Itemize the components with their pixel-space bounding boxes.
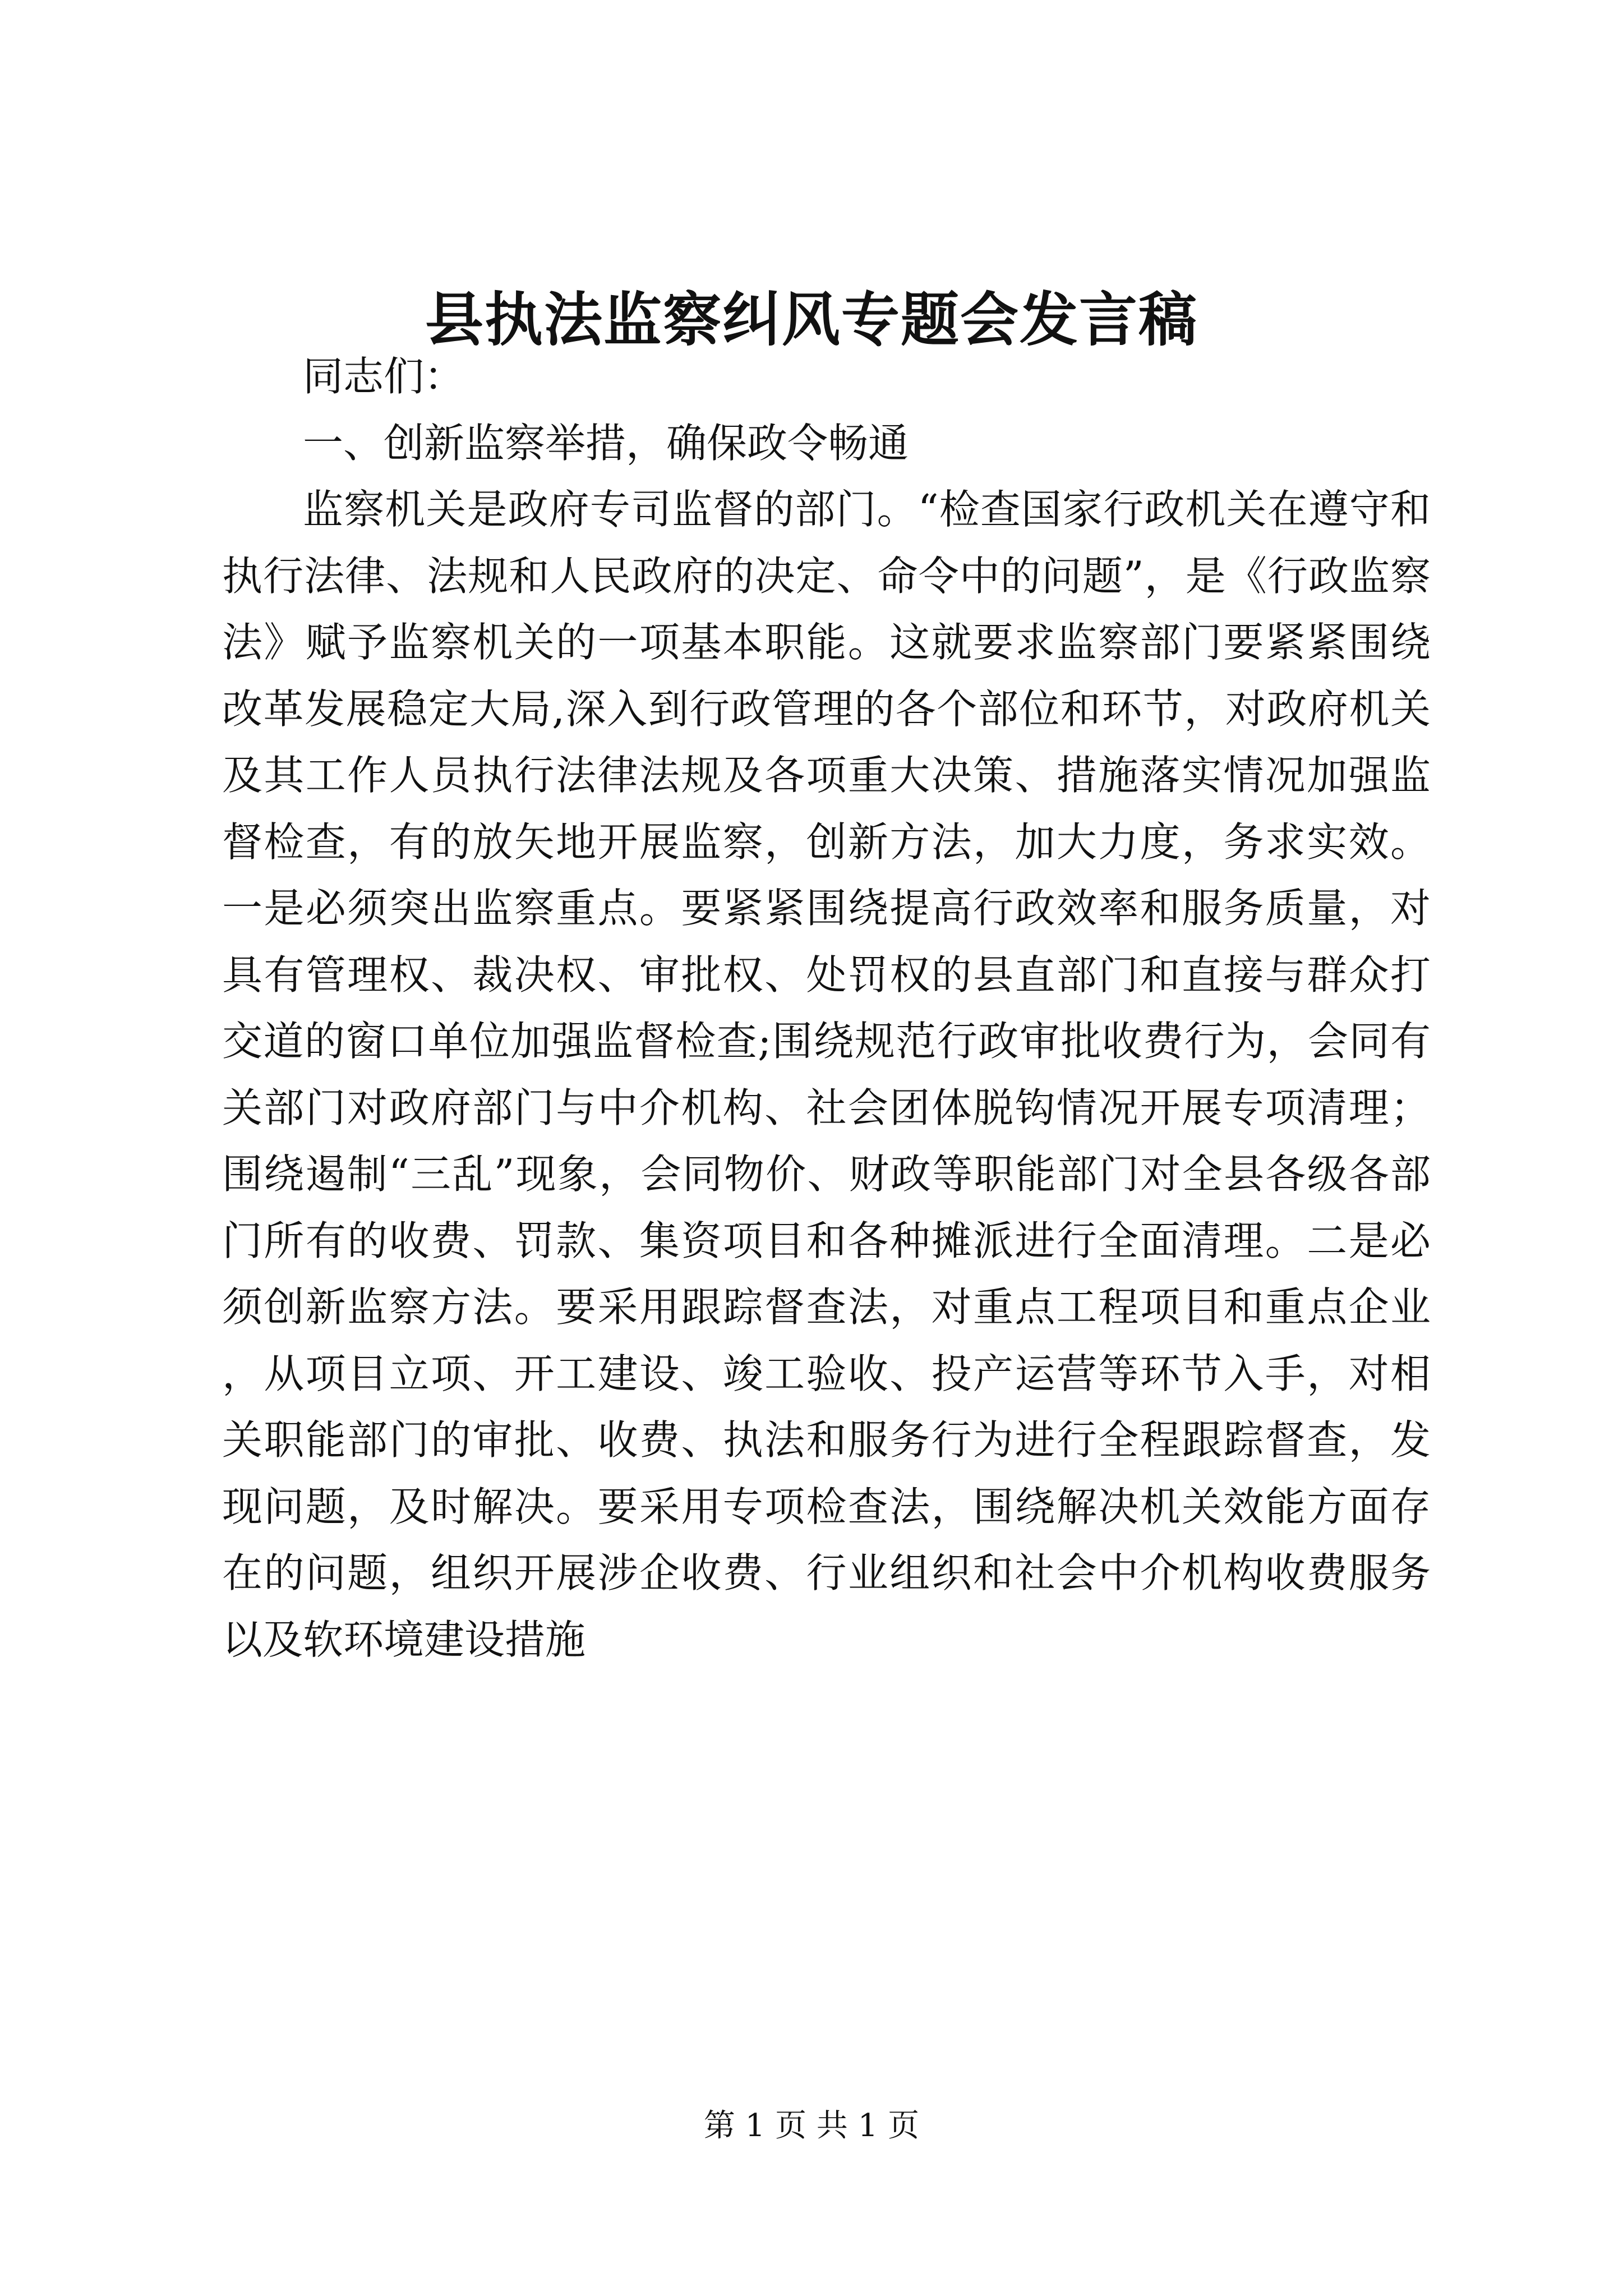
- body-paragraph: 监察机关是政府专司监督的部门。“检查国家行政机关在遵守和执行法律、法规和人民政府的决定、命令中的问题”，是《行政监察法》赋予监察机关的一项基本职能。这就要求监察部门要紧紧围绕改革发展稳定大局,深入到行政管理的各个部位和环节，对政府机关及其工作人员执行法律法规及各项重大决策、措施落实情况加强监督检查，有的放矢地开展监察，创新方法，加大力度，务求实效。一是必须突出监察重点。要紧紧围绕提高行政效率和服务质量，对具有管理权、裁决权、审批权、处罚权的县直部门和直接与群众打交道的窗口单位加强监督检查;围绕规范行政审批收费行为，会同有关部门对政府部门与中介机构、社会团体脱钩情况开展专项清理；围绕遏制“三乱”现象，会同物价、财政等职能部门对全县各级各部门所有的收费、罚款、集资项目和各种摊派进行全面清理。二是必须创新监察方法。要采用跟踪督查法，对重点工程项目和重点企业，从项目立项、开工建设、竣工验收、投产运营等环节入手，对相关职能部门的审批、收费、执法和服务行为进行全程跟踪督查，发现问题，及时解决。要采用专项检查法，围绕解决机关效能方面存在的问题，组织开展涉企收费、行业组织和社会中介机构收费服务以及软环境建设措施: [222, 486, 1431, 1663]
- document-body: [222, 343, 1431, 1673]
- document-title: 县执法监察纠风专题会发言稿: [425, 285, 1198, 354]
- salutation-paragraph: 同志们：: [303, 353, 465, 400]
- page-footer: 第 1 页 共 1 页: [703, 2108, 920, 2144]
- section-heading: 一、创新监察举措，确保政令畅通: [303, 419, 909, 467]
